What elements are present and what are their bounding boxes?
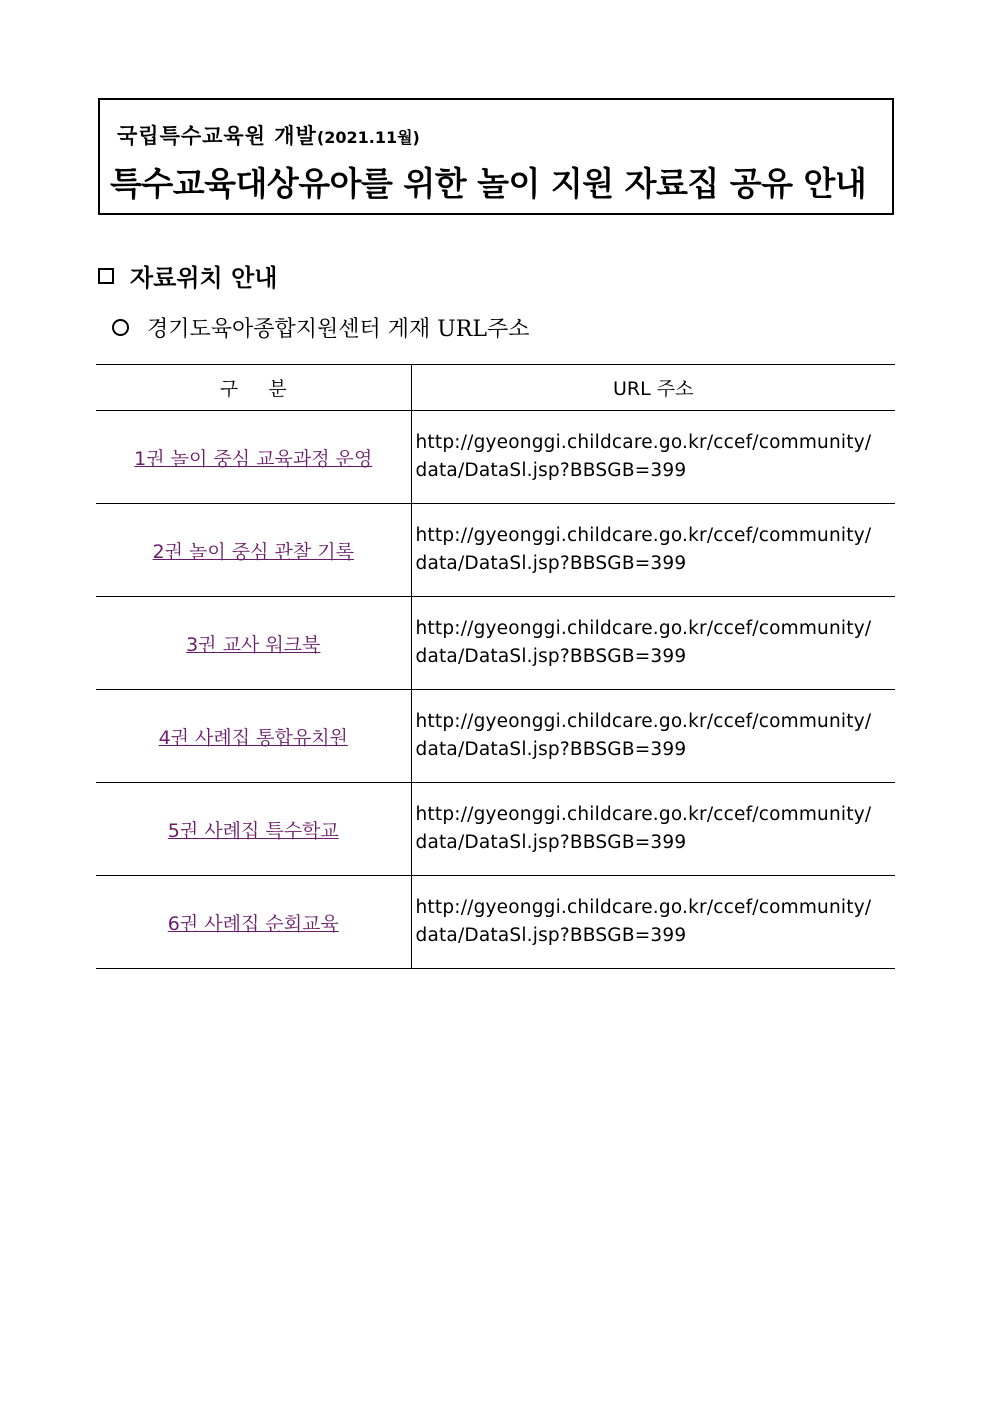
name-cell (96, 783, 411, 876)
url-line-1: http://gyeonggi.childcare.go.kr/ccef/community/ (415, 804, 872, 825)
url-cell (411, 411, 895, 504)
name-cell (96, 876, 411, 969)
table-row (96, 783, 895, 876)
subtitle-text: 국립특수교육원 개발 (117, 124, 317, 148)
name-cell (96, 690, 411, 783)
circle-bullet-icon (112, 319, 129, 336)
url-cell (411, 876, 895, 969)
url-line-2: data/DataSl.jsp?BBSGB=399 (415, 553, 687, 574)
url-line-2: data/DataSl.jsp?BBSGB=399 (415, 739, 687, 760)
header-category (96, 365, 411, 411)
url-line-2: data/DataSl.jsp?BBSGB=399 (415, 832, 687, 853)
doc-link-1[interactable]: 1권 놀이 중심 교육과정 운영 (134, 447, 373, 470)
url-line-1: http://gyeonggi.childcare.go.kr/ccef/community/ (415, 525, 872, 546)
table-row (96, 411, 895, 504)
title-date: (2021.11월) (316, 128, 420, 147)
header-url: URL 주소 (411, 365, 895, 411)
doc-link-3[interactable]: 3권 교사 워크북 (186, 633, 321, 656)
url-line-2: data/DataSl.jsp?BBSGB=399 (415, 460, 687, 481)
table-row (96, 876, 895, 969)
url-cell (411, 504, 895, 597)
url-line-1: http://gyeonggi.childcare.go.kr/ccef/community/ (415, 897, 872, 918)
header-category-text: 구 분 (219, 378, 287, 400)
url-line-2: data/DataSl.jsp?BBSGB=399 (415, 646, 687, 667)
page-title: 특수교육대상유아를 위한 놀이 지원 자료집 공유 안내 (110, 164, 867, 203)
name-cell (96, 597, 411, 690)
table-row (96, 690, 895, 783)
url-cell (411, 783, 895, 876)
title-subtitle (117, 120, 420, 150)
bullet-line (112, 312, 529, 343)
doc-link-5[interactable]: 5권 사례집 특수학교 (167, 819, 339, 842)
name-cell (96, 504, 411, 597)
url-line-1: http://gyeonggi.childcare.go.kr/ccef/community/ (415, 432, 872, 453)
section-heading (98, 258, 277, 293)
url-line-1: http://gyeonggi.childcare.go.kr/ccef/community/ (415, 618, 872, 639)
table-row (96, 597, 895, 690)
section-heading-text: 자료위치 안내 (130, 264, 278, 292)
table-header-row (96, 365, 895, 411)
doc-link-2[interactable]: 2권 놀이 중심 관찰 기록 (152, 540, 354, 563)
square-bullet-icon (98, 268, 114, 284)
doc-link-4[interactable]: 4권 사례집 통합유치원 (158, 726, 348, 749)
url-table (96, 364, 895, 969)
bullet-text: 경기도육아종합지원센터 게재 URL주소 (147, 317, 530, 342)
url-cell (411, 597, 895, 690)
table-row (96, 504, 895, 597)
name-cell (96, 411, 411, 504)
url-line-1: http://gyeonggi.childcare.go.kr/ccef/community/ (415, 711, 872, 732)
title-box (98, 98, 894, 215)
url-cell (411, 690, 895, 783)
doc-link-6[interactable]: 6권 사례집 순회교육 (167, 912, 339, 935)
url-line-2: data/DataSl.jsp?BBSGB=399 (415, 925, 687, 946)
